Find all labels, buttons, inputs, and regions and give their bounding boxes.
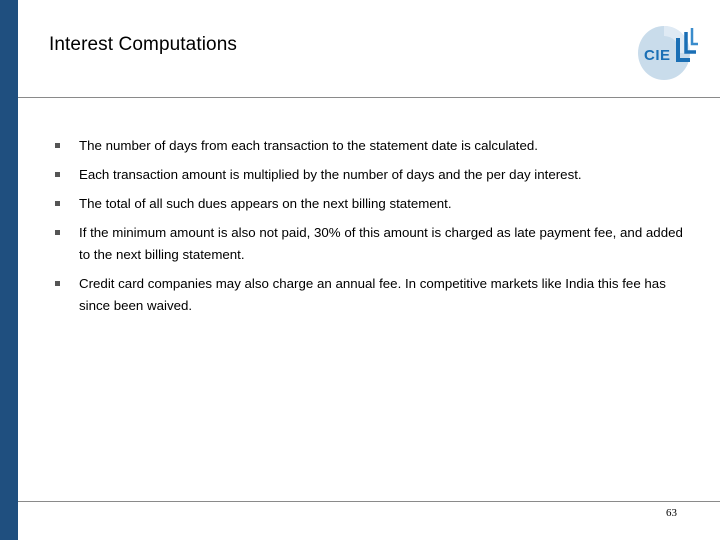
left-accent-bar: [0, 0, 18, 540]
list-item: [53, 135, 693, 157]
page-number: 63: [666, 507, 677, 519]
bullet-square-icon: [55, 281, 60, 286]
list-item: [53, 193, 693, 215]
bullet-list: [53, 135, 693, 324]
bullet-square-icon: [55, 201, 60, 206]
bullet-square-icon: [55, 172, 60, 177]
list-item: [53, 164, 693, 186]
svg-text:CIE: CIE: [644, 47, 671, 64]
bullet-text: Each transaction amount is multiplied by the number of days and the per day interest.: [79, 167, 582, 182]
footer-divider: [18, 501, 720, 502]
bullet-square-icon: [55, 143, 60, 148]
bullet-square-icon: [55, 230, 60, 235]
bullet-text: Credit card companies may also charge an annual fee. In competitive markets like India this fee has since been waived.: [79, 276, 666, 313]
ciel-logo: [634, 20, 700, 82]
list-item: [53, 222, 693, 266]
bullet-text: If the minimum amount is also not paid, 30% of this amount is charged as late payment fee, and added to the next billing statement.: [79, 225, 683, 262]
bullet-text: The total of all such dues appears on the next billing statement.: [79, 196, 452, 211]
slide-title: Interest Computations: [49, 34, 237, 55]
header-divider: [18, 97, 720, 98]
list-item: [53, 273, 693, 317]
bullet-text: The number of days from each transaction to the statement date is calculated.: [79, 138, 538, 153]
